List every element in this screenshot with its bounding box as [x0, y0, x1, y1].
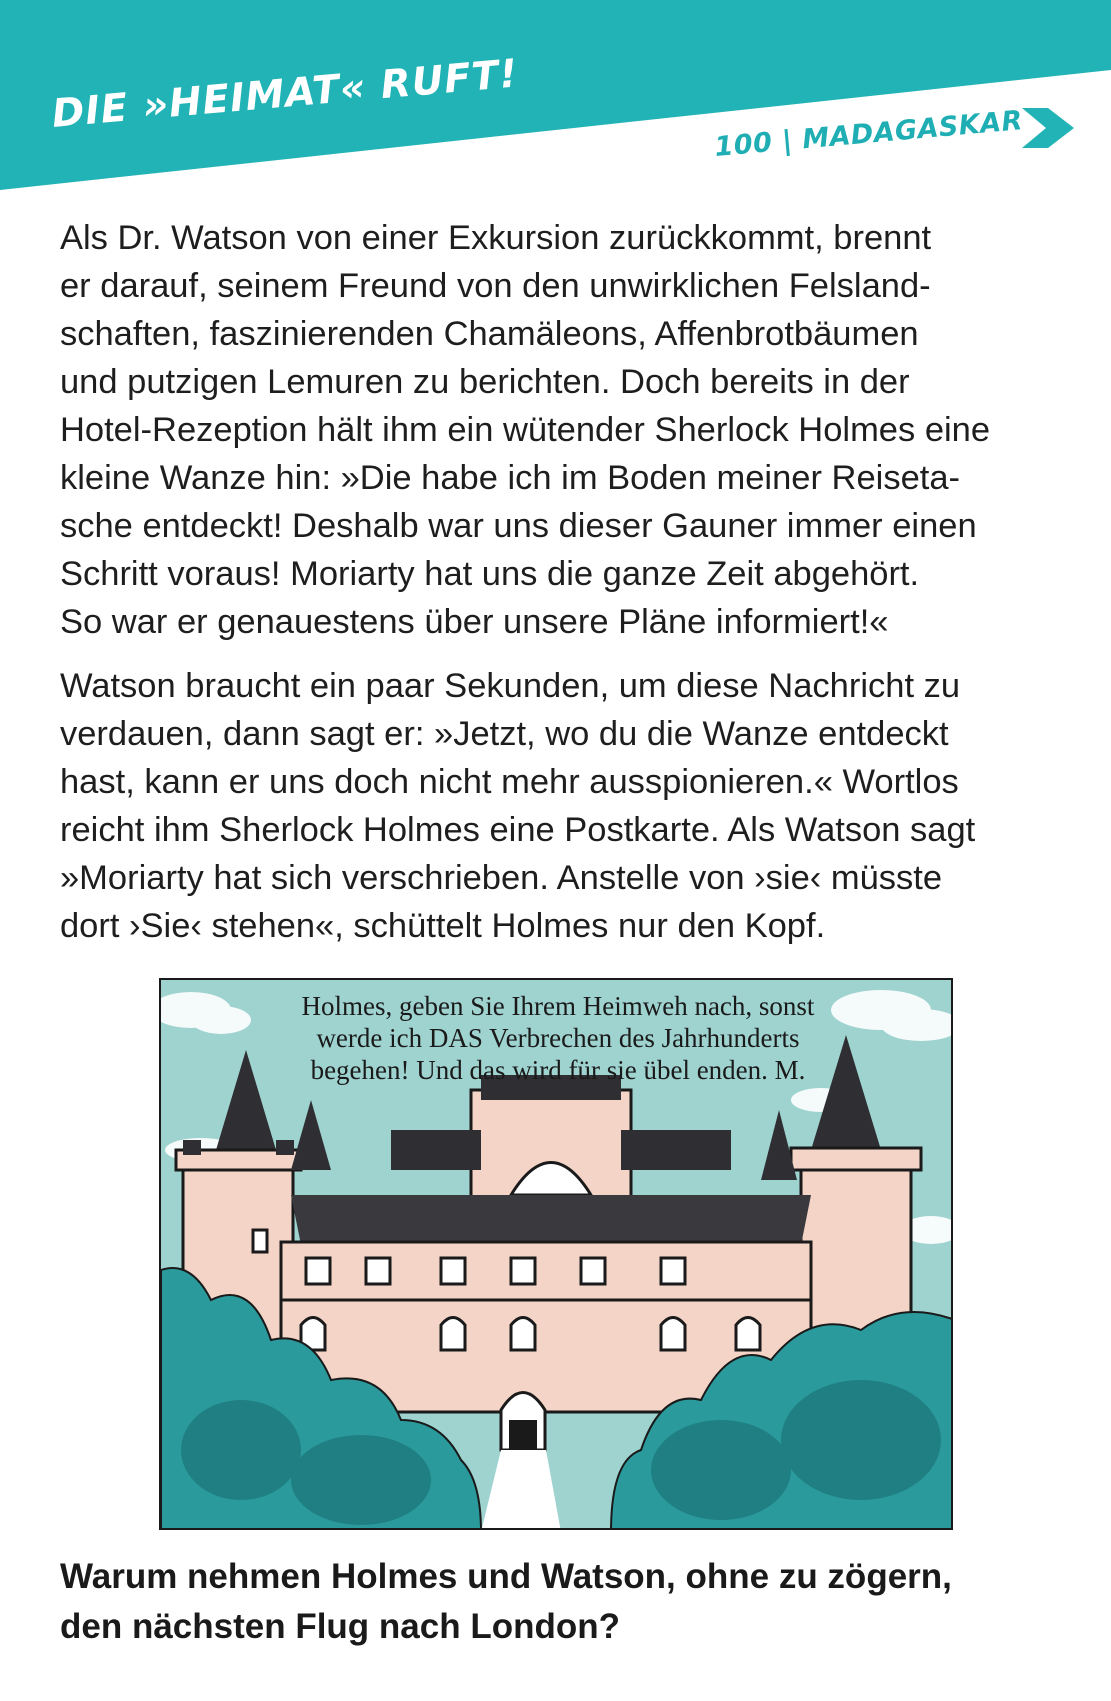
postcard-line: werde ich DAS Verbrechen des Jahrhunderts	[316, 1023, 800, 1053]
question-line: Warum nehmen Holmes und Watson, ohne zu zögern,	[60, 1557, 952, 1596]
page-title: DIE »HEIMAT« RUFT!	[50, 51, 520, 137]
text-line: Schritt voraus! Moriarty hat uns die ganze Zeit abgehört.	[60, 555, 920, 593]
question-line: den nächsten Flug nach London?	[60, 1607, 620, 1646]
text-line: kleine Wanze hin: »Die habe ich im Boden meiner Reiseta-	[60, 459, 961, 497]
story-text	[60, 214, 1060, 966]
postcard-line: Holmes, geben Sie Ihrem Heimweh nach, sonst	[301, 991, 815, 1021]
text-line: sche entdeckt! Deshalb war uns dieser Gauner immer einen	[60, 507, 977, 545]
text-line: er darauf, seinem Freund von den unwirklichen Felsland-	[60, 267, 931, 305]
postcard-line: begehen! Und das wird für sie übel enden. M.	[310, 1055, 806, 1085]
text-line: hast, kann er uns doch nicht mehr ausspionieren.« Wortlos	[60, 763, 959, 801]
text-line: dort ›Sie‹ stehen«, schüttelt Holmes nur den Kopf.	[60, 907, 826, 945]
text-line: Watson braucht ein paar Sekunden, um diese Nachricht zu	[60, 667, 961, 705]
text-line: schaften, faszinierenden Chamäleons, Affenbrotbäumen	[60, 315, 919, 353]
text-line: So war er genauestens über unsere Pläne informiert!«	[60, 603, 889, 641]
text-line: verdauen, dann sagt er: »Jetzt, wo du die Wanze entdeckt	[60, 715, 949, 753]
riddle-question	[60, 1552, 1060, 1652]
postcard-message	[161, 990, 953, 1086]
text-line: Hotel-Rezeption hält ihm ein wütender Sherlock Holmes eine	[60, 411, 991, 449]
story-paragraph-2	[60, 662, 1060, 950]
castle-postcard-illustration	[159, 978, 953, 1530]
chevron-right-icon	[1020, 104, 1076, 152]
text-line: Als Dr. Watson von einer Exkursion zurückkommt, brennt	[60, 219, 932, 257]
text-line: reicht ihm Sherlock Holmes eine Postkarte. Als Watson sagt	[60, 811, 976, 849]
text-line: und putzigen Lemuren zu berichten. Doch bereits in der	[60, 363, 910, 401]
page-reference: 100 | MADAGASKAR	[713, 105, 1025, 163]
text-line: »Moriarty hat sich verschrieben. Anstelle von ›sie‹ müsste	[60, 859, 943, 897]
story-paragraph-1	[60, 214, 1060, 646]
